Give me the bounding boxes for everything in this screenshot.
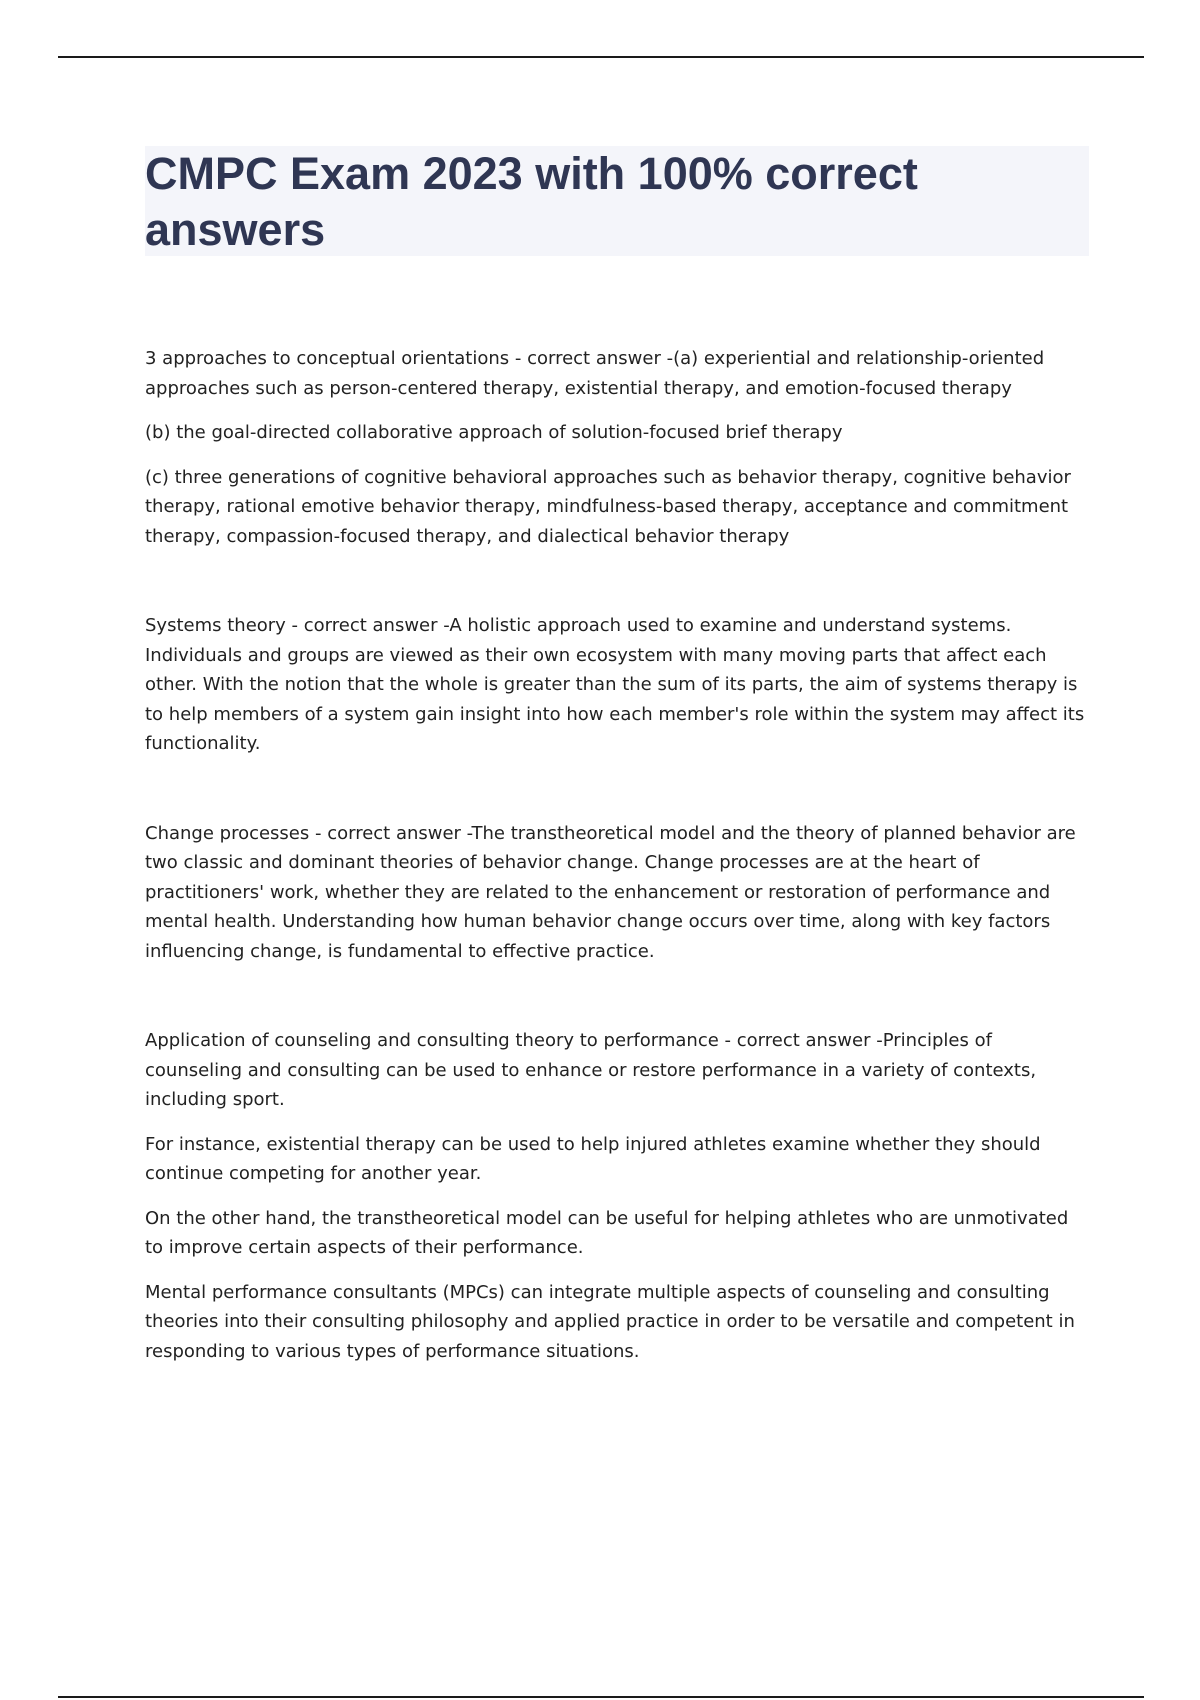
qa-paragraph: On the other hand, the transtheoretical model can be useful for helping athletes who are unmotivated to improve certain aspects of their performance. bbox=[145, 1207, 1069, 1258]
qa-item bbox=[145, 344, 1085, 551]
qa-item bbox=[145, 819, 1085, 967]
qa-paragraph: Application of counseling and consulting theory to performance - correct answer -Principles of counseling and consulting can be used to enhance or restore performance in a variety of contexts, including sport. bbox=[145, 1030, 1037, 1110]
qa-item bbox=[145, 1026, 1085, 1366]
qa-paragraph: Change processes - correct answer -The transtheoretical model and the theory of planned behavior are two classic and dominant theories of behavior change. Change processes are at the heart of practitioners' work, whether they are related to the enhancement or restoration of performance and mental health. Understanding how human behavior change occurs over time, along with key factors influencing change, is fundamental to effective practice. bbox=[145, 822, 1076, 962]
qa-paragraph: Mental performance consultants (MPCs) can integrate multiple aspects of counseling and consulting theories into their consulting philosophy and applied practice in order to be versatile and competent in responding to various types of performance situations. bbox=[145, 1281, 1075, 1362]
title-banner bbox=[145, 146, 1089, 256]
qa-paragraph: 3 approaches to conceptual orientations - correct answer -(a) experiential and relationship-oriented approaches such as person-centered therapy, existential therapy, and emotion-focused therapy bbox=[145, 348, 1045, 399]
top-divider bbox=[58, 56, 1144, 58]
document-title: CMPC Exam 2023 with 100% correct answers bbox=[145, 148, 918, 255]
qa-paragraph: (b) the goal-directed collaborative approach of solution-focused brief therapy bbox=[145, 422, 843, 443]
qa-paragraph: (c) three generations of cognitive behavioral approaches such as behavior therapy, cognitive behavior therapy, rational emotive behavior therapy, mindfulness-based therapy, acceptance and commitment therapy, compassion-focused therapy, and dialectical behavior therapy bbox=[145, 466, 1071, 547]
qa-paragraph: Systems theory - correct answer -A holistic approach used to examine and understand systems. Individuals and groups are viewed as their own ecosystem with many moving parts that affect each other. With the notion that the whole is greater than the sum of its parts, the aim of systems therapy is to help members of a system gain insight into how each member's role within the system may affect its functionality. bbox=[145, 615, 1085, 754]
bottom-divider bbox=[58, 1696, 1144, 1698]
qa-paragraph: For instance, existential therapy can be used to help injured athletes examine whether they should continue competing for another year. bbox=[145, 1133, 1041, 1184]
document-body bbox=[145, 344, 1085, 1381]
qa-item bbox=[145, 611, 1085, 759]
